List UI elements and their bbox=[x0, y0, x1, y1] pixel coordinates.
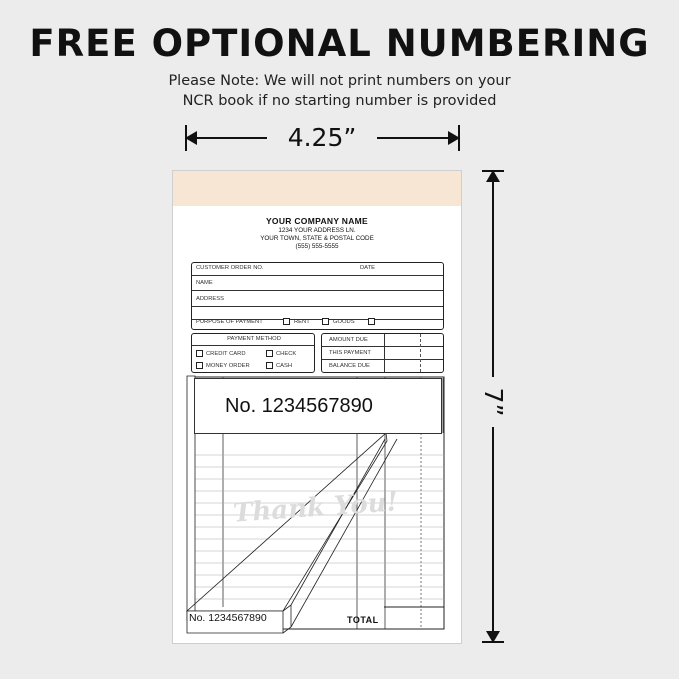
total-label: TOTAL bbox=[347, 615, 379, 625]
amount-due-label: AMOUNT DUE bbox=[329, 337, 368, 343]
balance-due-label: BALANCE DUE bbox=[329, 363, 370, 369]
check-label: CHECK bbox=[276, 351, 297, 357]
number-card-large bbox=[194, 378, 442, 434]
address-label: ADDRESS bbox=[196, 296, 225, 302]
rent-label: RENT bbox=[294, 319, 310, 325]
date-label: DATE bbox=[360, 265, 376, 271]
width-value: 4.25” bbox=[267, 123, 377, 153]
credit-card-label: CREDIT CARD bbox=[206, 351, 246, 357]
note-line-1: Please Note: We will not print numbers on your bbox=[168, 73, 511, 89]
customer-order-label: CUSTOMER ORDER NO. bbox=[196, 265, 264, 271]
arrow-right-icon bbox=[448, 131, 460, 145]
company-phone: (555) 555-5555 bbox=[295, 243, 339, 250]
height-value: 7” bbox=[473, 377, 513, 427]
note-line-2: NCR book if no starting number is provided bbox=[182, 93, 497, 109]
purpose-label: PURPOSE OF PAYMENT bbox=[196, 319, 263, 325]
goods-label: GOODS bbox=[333, 319, 355, 325]
name-label: NAME bbox=[196, 280, 213, 286]
width-dimension bbox=[185, 123, 460, 153]
arrow-left-icon bbox=[185, 131, 197, 145]
company-name: YOUR COMPANY NAME bbox=[265, 216, 369, 226]
money-order-label: MONEY ORDER bbox=[206, 363, 250, 369]
arrow-up-icon bbox=[486, 170, 500, 182]
cash-label: CASH bbox=[276, 363, 293, 369]
height-dimension bbox=[478, 170, 508, 643]
main-heading: FREE OPTIONAL NUMBERING bbox=[29, 22, 650, 65]
payment-method-label: PAYMENT METHOD bbox=[227, 336, 281, 342]
arrow-down-icon bbox=[486, 631, 500, 643]
thank-you-watermark: Thank You! bbox=[232, 487, 399, 529]
number-large: No. 1234567890 bbox=[225, 395, 373, 417]
ncr-book bbox=[172, 170, 462, 644]
number-small: No. 1234567890 bbox=[189, 612, 267, 624]
this-payment-label: THIS PAYMENT bbox=[329, 350, 371, 356]
company-address-1: 1234 YOUR ADDRESS LN. bbox=[278, 227, 356, 234]
company-address-2: YOUR TOWN, STATE & POSTAL CODE bbox=[260, 235, 374, 242]
